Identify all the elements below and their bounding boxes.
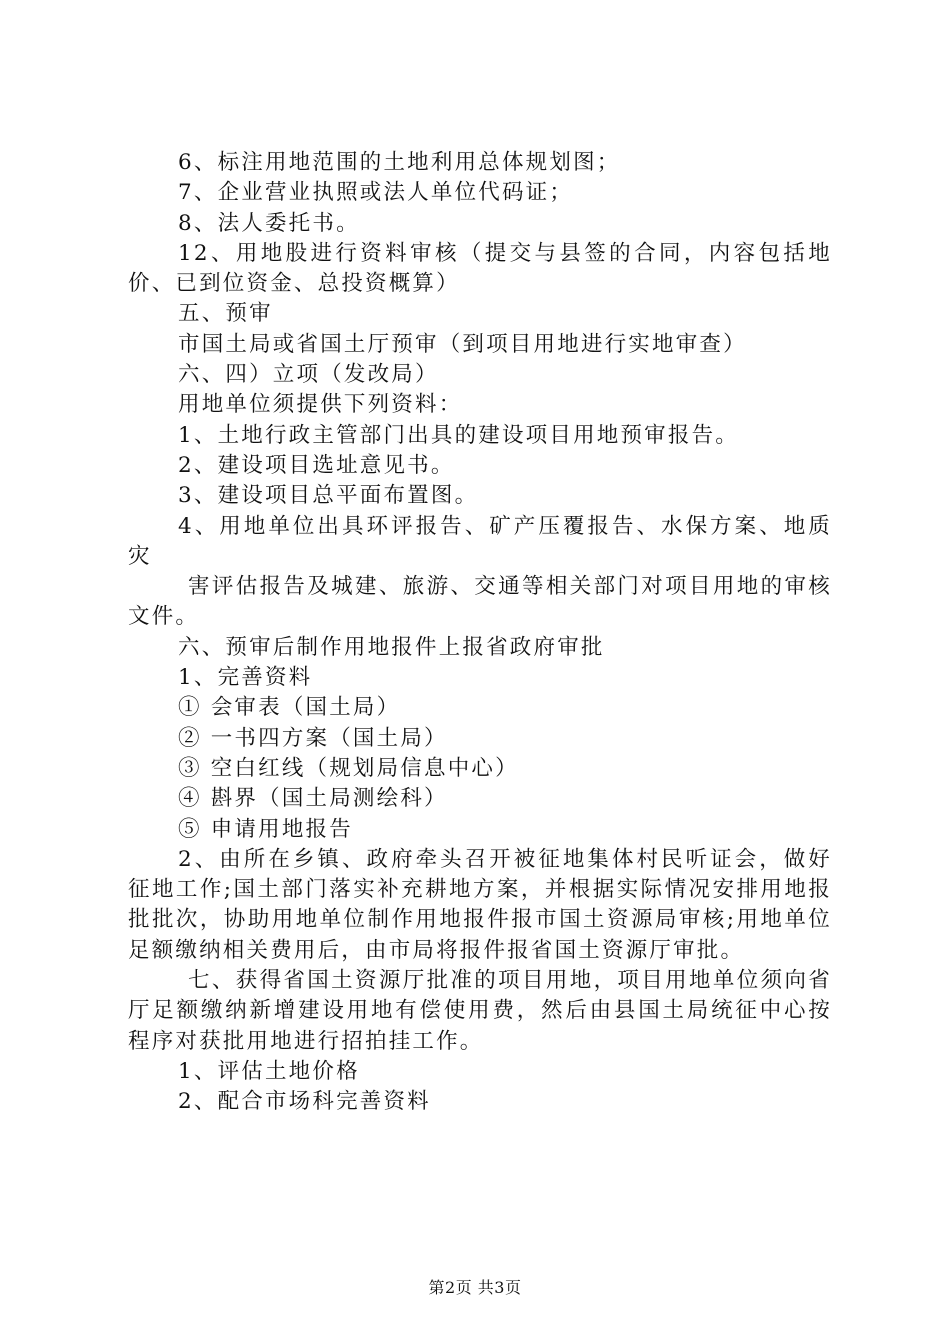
paragraph: 2、由所在乡镇、政府牵头召开被征地集体村民听证会，做好征地工作;国土部门落实补充耕地方案，并根据实际情况安排用地报批批次，协助用地单位制作用地报件报市国土资源局审核;用地单位足额缴纳相关费用后，由市局将报件报省国土资源厅审批。	[128, 846, 832, 963]
section-heading: 六、预审后制作用地报件上报省政府审批	[178, 634, 605, 660]
list-item: ④ 斟界（国土局测绘科）	[178, 786, 448, 812]
paragraph: 市国土局或省国土厅预审（到项目用地进行实地审查）	[178, 331, 747, 357]
paragraph: 4、用地单位出具环评报告、矿产压覆报告、水保方案、地质灾	[128, 513, 832, 569]
list-item: ① 会审表（国土局）	[178, 695, 401, 721]
paragraph: 6、标注用地范围的土地利用总体规划图；	[178, 150, 621, 175]
paragraph: 2、建设项目选址意见书。	[178, 452, 455, 478]
paragraph: 1、完善资料	[178, 665, 313, 691]
list-item: ③ 空白红线（规划局信息中心）	[178, 755, 519, 781]
paragraph: 12、用地股进行资料审核（提交与县签的合同，内容包括地价、已到位资金、总投资概算）	[128, 240, 832, 297]
paragraph: 害评估报告及城建、旅游、交通等相关部门对项目用地的审核文件。	[128, 574, 832, 630]
paragraph: 8、法人委托书。	[178, 210, 360, 236]
list-item: ② 一书四方案（国土局）	[178, 725, 448, 751]
paragraph: 1、评估土地价格	[178, 1058, 360, 1084]
list-item: ⑤ 申请用地报告	[178, 816, 353, 842]
section-heading: 六、四）立项（发改局）	[178, 362, 439, 388]
document-body	[128, 148, 832, 1118]
paragraph: 1、土地行政主管部门出具的建设项目用地预审报告。	[178, 422, 739, 448]
paragraph: 3、建设项目总平面布置图。	[178, 483, 479, 509]
page-footer: 第2页 共3页	[428, 1278, 522, 1297]
section-heading: 七、获得省国土资源厅批准的项目用地，项目用地单位须向省厅足额缴纳新增建设用地有偿使用费，然后由县国土局统征中心按程序对获批用地进行招拍挂工作。	[128, 968, 832, 1054]
paragraph: 用地单位须提供下列资料：	[178, 392, 463, 418]
section-heading: 五、预审	[178, 301, 273, 327]
paragraph: 2、配合市场科完善资料	[178, 1089, 431, 1115]
paragraph: 7、企业营业执照或法人单位代码证；	[178, 180, 574, 206]
